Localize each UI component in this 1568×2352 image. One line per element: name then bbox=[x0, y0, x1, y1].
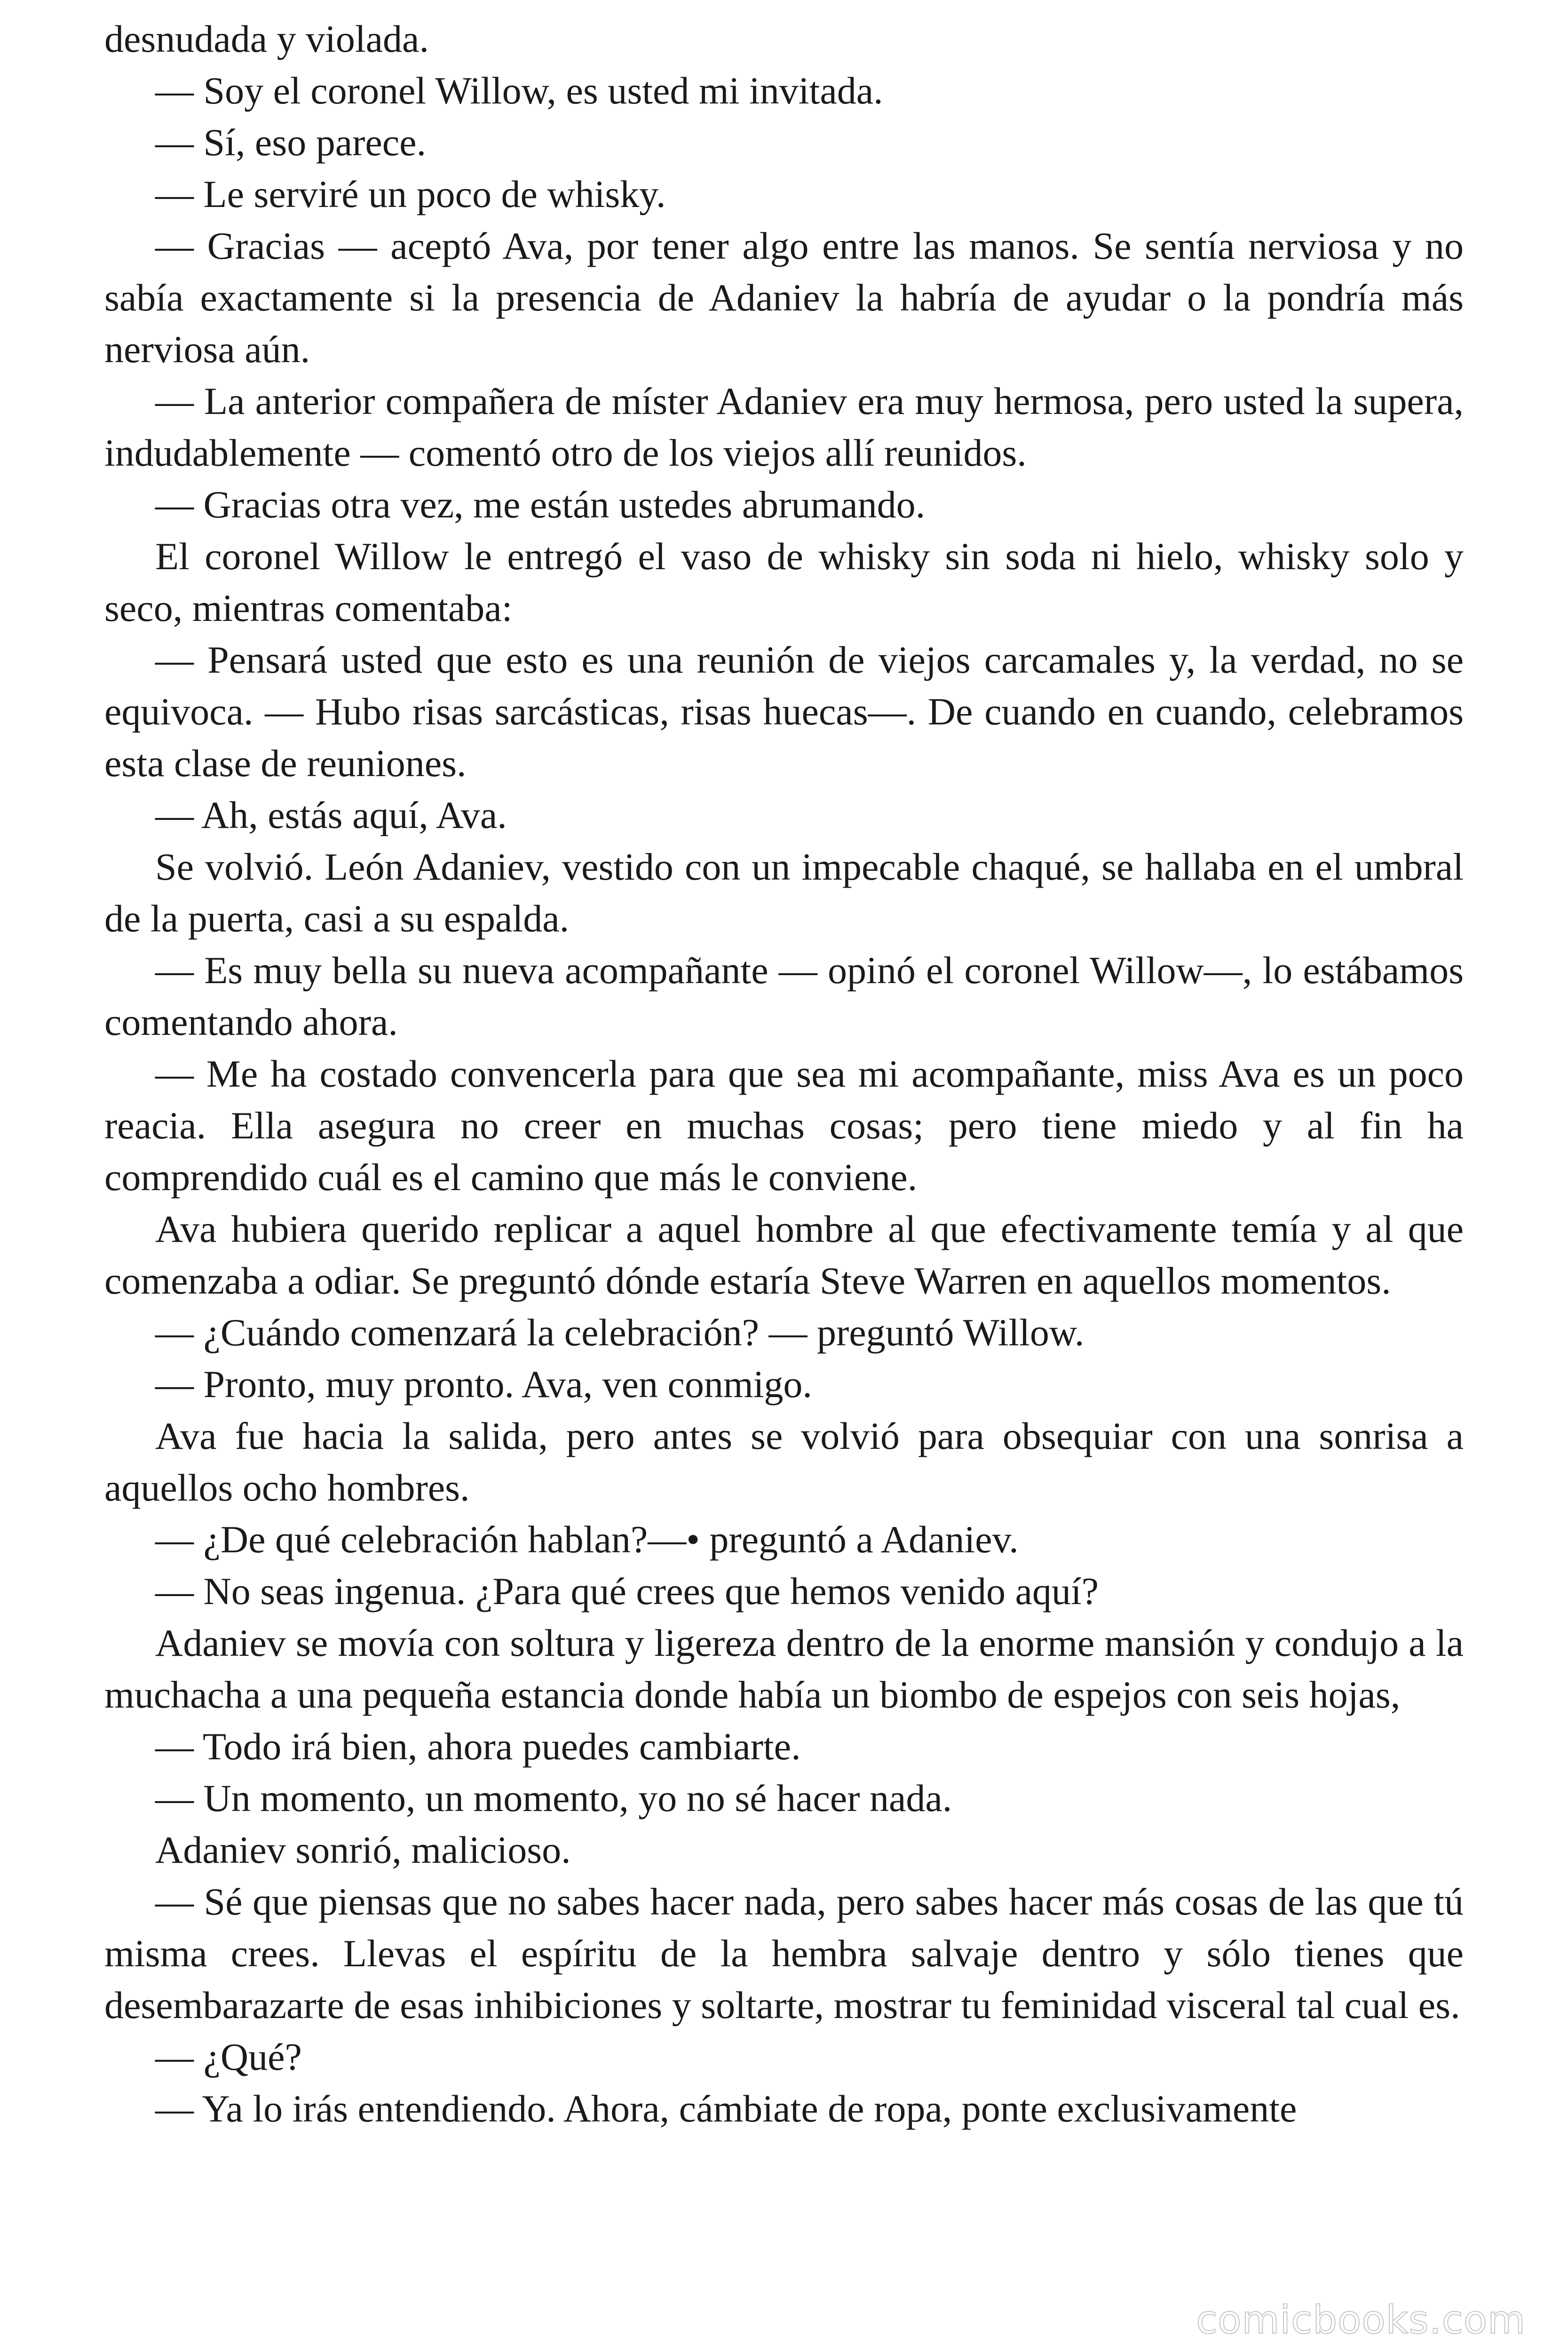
paragraph: Adaniev se movía con soltura y ligereza dentro de la enorme mansión y condujo a la muchacha a una pequeña estancia donde había un biombo de espejos con seis hojas, bbox=[104, 1621, 1464, 1716]
paragraph: El coronel Willow le entregó el vaso de whisky sin soda ni hielo, whisky solo y seco, mientras comentaba: bbox=[104, 535, 1464, 629]
paragraph: — Soy el coronel Willow, es usted mi invitada. bbox=[155, 69, 883, 112]
watermark: comicbooks.com bbox=[1196, 2298, 1526, 2343]
paragraph: — Ah, estás aquí, Ava. bbox=[155, 794, 507, 836]
paragraph: — Pronto, muy pronto. Ava, ven conmigo. bbox=[155, 1363, 812, 1406]
paragraph: Se volvió. León Adaniev, vestido con un impecable chaqué, se hallaba en el umbral de la puerta, casi a su espalda. bbox=[104, 845, 1464, 940]
paragraph: — Pensará usted que esto es una reunión de viejos carcamales y, la verdad, no se equivoca. — Hubo risas sarcásticas, risas huecas—. De cuando en cuando, celebramos esta clase de reuniones. bbox=[104, 638, 1464, 785]
paragraph: — Un momento, un momento, yo no sé hacer nada. bbox=[155, 1777, 952, 1820]
paragraph: — ¿De qué celebración hablan?—• preguntó a Adaniev. bbox=[155, 1518, 1019, 1561]
paragraph: — Sí, eso parece. bbox=[155, 121, 427, 164]
paragraph: — Le serviré un poco de whisky. bbox=[155, 173, 666, 215]
paragraph: — Sé que piensas que no sabes hacer nada, pero sabes hacer más cosas de las que tú misma crees. Llevas el espíritu de la hembra salvaje dentro y sólo tienes que desembarazarte de esas inhibiciones y soltarte, mostrar tu feminidad visceral tal cual es. bbox=[104, 1880, 1464, 2026]
paragraph: Adaniev sonrió, malicioso. bbox=[155, 1828, 571, 1871]
paragraph: — Gracias otra vez, me están ustedes abrumando. bbox=[155, 483, 926, 526]
paragraph: — Ya lo irás entendiendo. Ahora, cámbiate de ropa, ponte exclusivamente bbox=[155, 2087, 1297, 2130]
paragraph: — Todo irá bien, ahora puedes cambiarte. bbox=[155, 1725, 801, 1768]
paragraph: — ¿Cuándo comenzará la celebración? — preguntó Willow. bbox=[155, 1311, 1085, 1354]
paragraph: Ava fue hacia la salida, pero antes se volvió para obsequiar con una sonrisa a aquellos ocho hombres. bbox=[104, 1414, 1464, 1509]
page-text bbox=[104, 13, 1464, 2135]
paragraph: — La anterior compañera de míster Adaniev era muy hermosa, pero usted la supera, indudablemente — comentó otro de los viejos allí reunidos. bbox=[104, 380, 1464, 474]
paragraph: Ava hubiera querido replicar a aquel hombre al que efectivamente temía y al que comenzaba a odiar. Se preguntó dónde estaría Steve Warren en aquellos momentos. bbox=[104, 1208, 1464, 1302]
paragraph: desnudada y violada. bbox=[104, 17, 429, 60]
paragraph: — Gracias — aceptó Ava, por tener algo entre las manos. Se sentía nerviosa y no sabía exactamente si la presencia de Adaniev la habría de ayudar o la pondría más nerviosa aún. bbox=[104, 224, 1464, 371]
paragraph: — Me ha costado convencerla para que sea mi acompañante, miss Ava es un poco reacia. Ella asegura no creer en muchas cosas; pero tiene miedo y al fin ha comprendido cuál es el camino que más le conviene. bbox=[104, 1052, 1464, 1199]
paragraph: — No seas ingenua. ¿Para qué crees que hemos venido aquí? bbox=[155, 1570, 1099, 1613]
paragraph: — Es muy bella su nueva acompañante — opinó el coronel Willow—, lo estábamos comentando ahora. bbox=[104, 949, 1464, 1043]
paragraph: — ¿Qué? bbox=[155, 2035, 302, 2078]
